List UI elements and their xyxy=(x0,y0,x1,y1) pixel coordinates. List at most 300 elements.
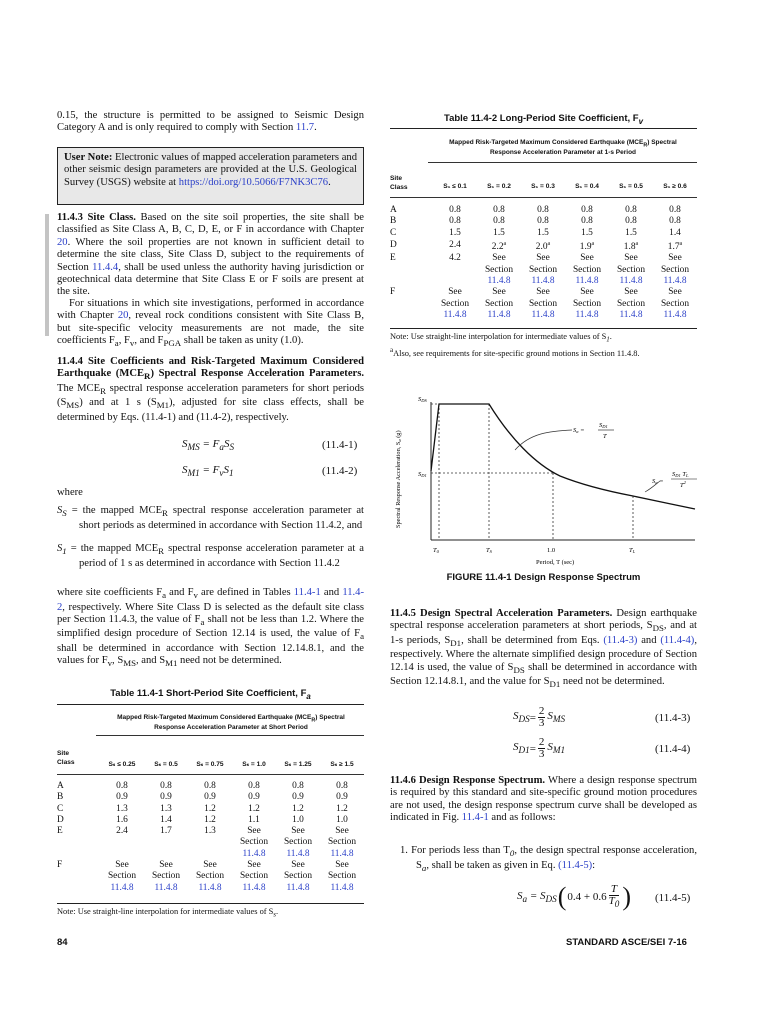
def1-sym: S xyxy=(57,505,63,516)
sd1-label: SD1 xyxy=(418,471,427,478)
intro-text: 0.15, the structure is permitted to be assigned to Seismic Design Category A and is only required to comply with Section xyxy=(57,110,364,134)
def2-text-b: spectral response acceleration parameter at a period of 1 s as determined in accordance with Section 11.4.2 xyxy=(79,543,364,569)
user-note-text xyxy=(64,152,357,189)
t2-f-ref-2[interactable]: 11.4.8 xyxy=(531,309,555,320)
sub-ms: MS xyxy=(66,400,80,411)
equation-11-4-3 xyxy=(513,706,565,729)
s1145-text-f: shall be determined in accordance with Section 12.14.8.1, and the value for S xyxy=(390,661,697,688)
sub-v: v xyxy=(129,338,135,349)
t2-note2-sup: a xyxy=(390,345,394,354)
t1-f-see-2: See xyxy=(203,860,217,871)
pa-text-f: shall not be less than 1.2. Where the simplified design procedure of Section 12.14 is used, the value of F xyxy=(57,613,364,640)
t2-col-4: S₁ = 0.5 xyxy=(619,183,643,190)
s1145-text-b: , and at 1-s periods, S xyxy=(390,620,697,646)
t2-e-sec-3: Section xyxy=(572,264,602,275)
t1-r3-cls: D xyxy=(57,814,64,825)
table-2-mid-rule xyxy=(428,162,697,163)
t1-r4-c4: See xyxy=(291,826,305,837)
t2-r2-cls: C xyxy=(390,227,397,238)
definition-ss xyxy=(57,505,364,532)
table-row xyxy=(390,239,697,253)
list-item-1 xyxy=(400,845,697,874)
pa-text-j: need not be determined. xyxy=(177,655,282,667)
t2-note1-sub: 1 xyxy=(606,335,610,344)
t1-r1-c2: 0.9 xyxy=(204,792,216,803)
equation-11-4-3-number: (11.4-3) xyxy=(655,712,691,724)
eq4-den: 3 xyxy=(538,748,545,760)
t1-r1-c3: 0.9 xyxy=(248,792,260,803)
t1-site: Site xyxy=(57,750,70,757)
item1-text-b: , the design spectral response acceleration, S xyxy=(416,845,697,871)
t2-r3-c2-val: 2.0 xyxy=(535,242,548,253)
user-note-box xyxy=(57,147,364,205)
t1-f-ref-0[interactable]: 11.4.8 xyxy=(110,882,134,893)
table-row xyxy=(390,228,697,239)
t1-col-1: Sₛ = 0.5 xyxy=(154,761,178,768)
t1-r4-c2: 1.3 xyxy=(204,826,216,837)
s1145-sub-d1-2: D1 xyxy=(549,679,561,690)
t2-r1-c2: 0.8 xyxy=(537,216,549,227)
t2-r0-cls: A xyxy=(390,205,397,215)
s1145-text-c: , shall be determined from Eqs. xyxy=(461,634,604,646)
t2-site: Site xyxy=(390,175,403,182)
table-row xyxy=(57,804,364,815)
t2-f-ref-1[interactable]: 11.4.8 xyxy=(487,309,511,320)
table-row xyxy=(57,860,364,871)
t2-r2-c2: 1.5 xyxy=(537,227,549,238)
eq3-equals: = xyxy=(529,711,536,724)
t2-r4-c3: See xyxy=(580,253,594,264)
t2-h-sub: R xyxy=(643,142,648,149)
t1-h2: Response Acceleration Parameter at Short Period xyxy=(154,724,308,732)
section-11-4-5-paragraph xyxy=(390,608,697,691)
t1-f-ref-4[interactable]: 11.4.8 xyxy=(286,882,310,893)
eq5-lhs-sub: a xyxy=(522,894,528,905)
equation-11-4-2-number: (11.4-2) xyxy=(322,465,358,477)
chapter-20-link[interactable]: 20 xyxy=(57,236,68,248)
t2-r3-c4-sup: a xyxy=(635,240,639,247)
t2-note1: Note: Use straight-line interpolation for intermediate values of S xyxy=(390,332,607,341)
table-1-site-class-header xyxy=(57,749,75,767)
t2-r3-c5-val: 1.7 xyxy=(667,242,680,253)
eq4-rhs: S xyxy=(547,741,553,754)
mid-leader xyxy=(515,430,572,450)
page-number: 84 xyxy=(57,937,68,948)
s1144-text-a: The MCE xyxy=(57,382,101,394)
s1145-sub-d1: D1 xyxy=(450,638,462,649)
t2-h2: Response Acceleration Parameter at 1-s Period xyxy=(489,149,637,157)
t1-f-ref-3[interactable]: 11.4.8 xyxy=(242,882,266,893)
t2-r4-c0: 4.2 xyxy=(449,253,461,264)
table-11-4-2-link[interactable]: 11.4-2 xyxy=(57,587,365,613)
t1-r2-c0: 1.3 xyxy=(116,803,128,814)
eq3-rhs: S xyxy=(547,710,553,723)
t1-f-sec-0: Section xyxy=(107,871,137,882)
table-row xyxy=(57,871,364,882)
table-row xyxy=(390,265,697,276)
eq5-open-paren: ( xyxy=(557,882,567,912)
t1-class: Class xyxy=(57,759,75,766)
eq-mid-numerator: SD1 xyxy=(599,422,608,429)
t2-title-text: Table 11.4-2 Long-Period Site Coefficient, F xyxy=(443,113,639,124)
t1-f-see-1: See xyxy=(159,860,173,871)
table-row xyxy=(390,299,697,310)
eq3-num: 2 xyxy=(538,705,545,717)
table-row xyxy=(57,815,364,826)
section-11-4-3-paragraph xyxy=(57,212,364,299)
pa-text-a: where site coefficients F xyxy=(57,587,163,598)
s1144-text-b: spectral response acceleration parameters for short periods (S xyxy=(57,382,364,409)
t1-r3-c3: 1.1 xyxy=(248,814,260,825)
t1-e-ref-5[interactable]: 11.4.8 xyxy=(330,848,354,859)
eq-11-4-3-link[interactable]: (11.4-3) xyxy=(603,634,638,646)
pa-text-h: , S xyxy=(112,655,124,667)
t2-title-sub: v xyxy=(638,116,643,126)
def2-sym-sub: 1 xyxy=(62,546,67,557)
t2-r1-c0: 0.8 xyxy=(449,216,461,227)
t2-e-sec-4: Section xyxy=(616,264,646,275)
s1145-sub-ds-2: DS xyxy=(513,664,525,675)
t1-r2-cls: C xyxy=(57,803,64,814)
section-11-4-3-heading: 11.4.3 Site Class. xyxy=(57,212,136,223)
tl-label: TL xyxy=(629,547,636,554)
t2-h1b: ) Spectral xyxy=(647,139,677,146)
item1-text-d: : xyxy=(592,859,596,871)
t2-r0-c4: 0.8 xyxy=(625,205,637,215)
t1-r1-c1: 0.9 xyxy=(160,792,172,803)
t2-r1-c3: 0.8 xyxy=(581,216,593,227)
table-2-column-headers xyxy=(433,183,697,190)
table-2-site-class-header xyxy=(390,174,408,192)
table-row xyxy=(390,310,697,321)
t1-e-ref-4[interactable]: 11.4.8 xyxy=(286,848,310,859)
eq2-rhs-sub: 1 xyxy=(228,468,234,479)
t2-f-cls: F xyxy=(390,287,396,298)
eq-sd1-tl-over-t2: Sa = xyxy=(652,478,664,485)
section-11-4-4-link[interactable]: 11.4.4 xyxy=(92,261,119,273)
table-2-bottom-rule xyxy=(390,328,697,329)
table-row xyxy=(390,253,697,264)
t1-f-sec-1: Section xyxy=(151,871,181,882)
usgs-doi-link[interactable]: https://doi.org/10.5066/F7NK3C76 xyxy=(178,176,329,188)
t1-r1-c4: 0.9 xyxy=(292,792,304,803)
t1-r0-c0: 0.8 xyxy=(116,781,128,791)
t1-r4-c3: See xyxy=(247,826,261,837)
table-2-top-rule xyxy=(390,128,697,129)
table-2-group-header xyxy=(428,139,698,157)
t1-r4-c0: 2.4 xyxy=(116,826,128,837)
design-response-spectrum-figure xyxy=(390,388,700,570)
eq4-lhs: S xyxy=(513,741,519,754)
def2-sub-r: R xyxy=(158,546,165,557)
t1-f-sec-2: Section xyxy=(195,871,225,882)
eq4-lhs-sub: D1 xyxy=(518,745,530,756)
section-11-4-6-heading: 11.4.6 Design Response Spectrum. xyxy=(390,775,546,786)
t2-r2-c1: 1.5 xyxy=(493,227,505,238)
s1146-text-b: and as follows: xyxy=(488,812,556,824)
t2-e-ref-3[interactable]: 11.4.8 xyxy=(575,275,599,286)
equation-11-4-1 xyxy=(182,438,234,452)
section-11-7-link[interactable]: 11.7 xyxy=(295,122,315,134)
t1-h1b: ) Spectral xyxy=(315,714,345,721)
s1143b-text-a: For situations in which site investigations, performed in accordance with Chapter xyxy=(57,298,364,322)
t1-h-sub: R xyxy=(311,717,316,724)
section-11-4-6-paragraph xyxy=(390,775,697,825)
sub-pga: PGA xyxy=(163,338,182,349)
t1-f-ref-2[interactable]: 11.4.8 xyxy=(198,882,222,893)
t2-f-ref-0[interactable]: 11.4.8 xyxy=(443,309,467,320)
t1-r0-c2: 0.8 xyxy=(204,781,216,791)
t1-f-sec-4: Section xyxy=(283,871,313,882)
pa-text-g: shall be determined in accordance with Section 12.14.8.1, and the values for F xyxy=(57,642,364,667)
t2-r2-c0: 1.5 xyxy=(449,227,461,238)
s1144-text-d: ), adjusted for site class effects, shall be determined by Eqs. (11.4-1) and (11.4-2), respectively. xyxy=(57,397,364,423)
t2-f-sec-4: Section xyxy=(616,298,646,309)
t2-r3-c2 xyxy=(521,239,565,253)
table-row xyxy=(390,276,697,287)
pa-text-c: are defined in Tables xyxy=(197,587,294,598)
t1-note-end: . xyxy=(276,907,279,916)
def2-sym: S xyxy=(57,543,63,554)
t1-r1-c5: 0.9 xyxy=(336,792,348,803)
t2-note1-end: . xyxy=(609,332,612,341)
pa-sub-v: v xyxy=(193,590,198,601)
t2-note2: Also, see requirements for site-specific ground motions in Section 11.4.8. xyxy=(393,348,640,358)
t2-f-see-2: See xyxy=(536,287,550,298)
table-row xyxy=(57,883,364,894)
def2-text-a: = the mapped MCE xyxy=(66,543,159,554)
eq1-rhs-sub: S xyxy=(229,442,235,453)
eq5-fraction xyxy=(609,884,620,910)
eq4-fraction xyxy=(538,737,546,760)
eq5-eq: = S xyxy=(527,890,546,902)
t2-e-ref-2[interactable]: 11.4.8 xyxy=(531,275,555,286)
eq2-mid: = F xyxy=(199,464,220,476)
t2-r3-c4 xyxy=(609,239,653,253)
chapter-20-link-2[interactable]: 20 xyxy=(117,310,129,322)
eq2-lhs: S xyxy=(182,464,188,476)
one-sec-label: 1.0 xyxy=(547,547,556,554)
site-investigation-paragraph xyxy=(57,298,364,350)
t2-f-sec-3: Section xyxy=(572,298,602,309)
t2-r3-c2-sup: a xyxy=(547,240,551,247)
s1145-sub-ds: DS xyxy=(652,623,664,634)
t0-label: T0 xyxy=(433,547,439,554)
eq1-rhs: S xyxy=(223,438,230,450)
t2-f-see-5: See xyxy=(668,287,682,298)
s1143-text-a: Based on the site soil properties, the site shall be classified as Site Class A, B, C, D, E, or F in accordance with Chapter xyxy=(57,212,364,236)
eq3-rhs-sub: MS xyxy=(552,714,566,725)
eq3-fraction xyxy=(538,706,546,729)
pa-sub-a-2: a xyxy=(200,617,205,628)
eq5-lhs: S xyxy=(517,890,523,902)
def1-text-a: = the mapped MCE xyxy=(66,505,163,516)
t1-title-sub: a xyxy=(306,691,311,701)
t1-f-ref-1[interactable]: 11.4.8 xyxy=(154,882,178,893)
t2-r3-cls: D xyxy=(390,240,397,251)
t2-f-see-1: See xyxy=(492,287,506,298)
eq5-den-t: T xyxy=(608,895,615,907)
s1143b-text-b: , reveal rock conditions consistent with Site Class B, but site-specific velocity measurements are not made, the site coefficients F xyxy=(57,310,364,347)
t2-f-ref-3[interactable]: 11.4.8 xyxy=(575,309,599,320)
t1-f-see-5: See xyxy=(335,860,349,871)
table-11-4-2-title xyxy=(390,113,697,126)
table-11-4-2-body xyxy=(390,205,697,321)
def1-sym-sub: S xyxy=(62,508,67,519)
t2-e-ref-1[interactable]: 11.4.8 xyxy=(487,275,511,286)
item1-text-a: For periods less than T xyxy=(407,845,510,856)
x-axis-title: Period, T (sec) xyxy=(536,559,575,566)
t1-e-section-3: Section xyxy=(239,837,269,848)
t2-h1: Mapped Risk-Targeted Maximum Considered Earthquake (MCE xyxy=(449,139,644,146)
y-axis-title: Spectral Response Acceleration, Sa (g) xyxy=(395,430,402,528)
item1-sub-a: a xyxy=(421,862,427,873)
t2-r0-c3: 0.8 xyxy=(581,205,593,215)
equation-11-4-5-number: (11.4-5) xyxy=(655,892,691,904)
table-row xyxy=(57,849,364,860)
t1-note-text: Note: Use straight-line interpolation for intermediate values of S xyxy=(57,907,274,916)
heading-b: ) Spectral Response Acceleration Parameters. xyxy=(150,368,364,380)
pa-sub-m1: M1 xyxy=(165,658,178,669)
eq2-mid-sub: v xyxy=(219,468,224,479)
eq4-rhs-sub: M1 xyxy=(552,745,566,756)
t2-r4-c4: See xyxy=(624,253,638,264)
eq1-lhs: S xyxy=(182,438,188,450)
s1143b-text-d: , and F xyxy=(134,335,164,347)
eq4-num: 2 xyxy=(538,736,545,748)
t1-r0-c3: 0.8 xyxy=(248,781,260,791)
table-1-top-rule xyxy=(57,704,364,705)
t2-f-sec-5: Section xyxy=(660,298,690,309)
eq-sd1-over-t: Sa = xyxy=(573,427,585,434)
t2-e-ref-5[interactable]: 11.4.8 xyxy=(663,275,687,286)
t2-r3-c1-val: 2.2 xyxy=(491,242,504,253)
table-row xyxy=(57,781,364,792)
pa-sub-a-3: a xyxy=(360,631,364,642)
t1-r2-c5: 1.2 xyxy=(336,803,348,814)
t1-col-3: Sₛ = 1.0 xyxy=(242,761,266,768)
eq1-lhs-sub: MS xyxy=(187,442,200,453)
t1-r3-c2: 1.2 xyxy=(204,814,216,825)
t1-f-see-3: See xyxy=(247,860,261,871)
pa-text-b: and F xyxy=(166,587,194,598)
item1-sub-0: 0 xyxy=(509,848,515,859)
eq-11-4-5-link[interactable]: (11.4-5) xyxy=(558,859,593,871)
site-coefficients-paragraph xyxy=(57,587,364,670)
figure-caption: FIGURE 11.4-1 Design Response Spectrum xyxy=(446,572,641,583)
t2-r3-c0: 2.4 xyxy=(449,240,461,251)
t1-col-4: Sₛ = 1.25 xyxy=(284,761,312,768)
user-note-label: User Note: xyxy=(64,152,113,163)
equation-11-4-2 xyxy=(182,464,234,478)
table-1-mid-rule xyxy=(96,735,364,736)
t2-e-sec-1: Section xyxy=(484,264,514,275)
t1-r0-c1: 0.8 xyxy=(160,781,172,791)
t2-r1-c5: 0.8 xyxy=(669,216,681,227)
t1-f-sec-5: Section xyxy=(327,871,357,882)
table-11-4-1-link[interactable]: 11.4-1 xyxy=(293,587,321,598)
ts-label: TS xyxy=(486,547,492,554)
t2-r4-c1: See xyxy=(492,253,506,264)
t2-r4-c5: See xyxy=(668,253,682,264)
s1144-sub-r: R xyxy=(100,386,106,397)
intro-text-end: . xyxy=(314,122,317,134)
t1-r4-c5: See xyxy=(335,826,349,837)
eq1-mid-sub: a xyxy=(219,442,224,453)
section-11-4-4-paragraph xyxy=(57,356,364,424)
t1-col-2: Sₛ = 0.75 xyxy=(196,761,224,768)
t2-r3-c1-sup: a xyxy=(503,240,507,247)
pa-sub-v-2: v xyxy=(107,658,113,669)
table-row xyxy=(57,826,364,837)
eq-11-4-4-link[interactable]: (11.4-4) xyxy=(660,634,695,646)
equation-11-4-1-number: (11.4-1) xyxy=(322,439,358,451)
t1-r3-c0: 1.6 xyxy=(116,814,128,825)
s1145-text-g: need not be determined. xyxy=(560,676,665,688)
eq1-mid: = F xyxy=(199,438,220,450)
pa-text-e: , respectively. Where Site Class D is selected as the default site class per Section 11.4.3, the value of F xyxy=(57,601,364,625)
running-footer: STANDARD ASCE/SEI 7-16 xyxy=(566,937,687,948)
t1-r4-cls: E xyxy=(57,826,63,837)
sub-a: a xyxy=(114,338,119,349)
eq5-close-paren: ) xyxy=(622,882,631,912)
t1-f-see-4: See xyxy=(291,860,305,871)
t1-col-5: Sₛ ≥ 1.5 xyxy=(330,761,354,768)
item1-num: 1. xyxy=(400,845,408,856)
eq3-den: 3 xyxy=(538,717,545,729)
table-row xyxy=(390,216,697,227)
eq5-num: T xyxy=(610,883,618,895)
t2-f-ref-5[interactable]: 11.4.8 xyxy=(663,309,687,320)
t1-r3-c1: 1.4 xyxy=(160,814,172,825)
s1145-text-a: Design earthquake spectral response acceleration parameters at short periods, S xyxy=(390,608,698,632)
figure-11-4-1-link[interactable]: 11.4-1 xyxy=(461,812,489,824)
t2-r0-c2: 0.8 xyxy=(537,205,549,215)
t2-r2-c5: 1.4 xyxy=(669,227,681,238)
eq-mid-denominator: T xyxy=(603,433,607,440)
table-row xyxy=(57,792,364,803)
table-11-4-1-body xyxy=(57,781,364,894)
t1-r2-c3: 1.2 xyxy=(248,803,260,814)
table-row xyxy=(57,837,364,848)
t1-h1: Mapped Risk-Targeted Maximum Considered Earthquake (MCE xyxy=(117,714,312,721)
t2-r3-c5-sup: a xyxy=(679,240,683,247)
t1-e-ref-3[interactable]: 11.4.8 xyxy=(242,848,266,859)
t1-r3-c5: 1.0 xyxy=(336,814,348,825)
t2-col-5: S₁ ≥ 0.6 xyxy=(663,183,687,190)
t1-r4-c1: 1.7 xyxy=(160,826,172,837)
t1-f-ref-5[interactable]: 11.4.8 xyxy=(330,882,354,893)
t1-title-text: Table 11.4-1 Short-Period Site Coefficient, F xyxy=(110,688,307,699)
pa-text-d: and xyxy=(320,587,343,598)
eq5-den-sub: 0 xyxy=(614,899,620,910)
s1143b-text-e: shall be taken as unity (1.0). xyxy=(181,335,304,347)
equation-11-4-4 xyxy=(513,737,565,760)
t2-r0-c1: 0.8 xyxy=(493,205,505,215)
table-row xyxy=(390,287,697,298)
def1-text-b: spectral response acceleration parameter at short periods as determined in accordance with Section 11.4.2, and xyxy=(79,505,364,531)
t2-e-ref-4[interactable]: 11.4.8 xyxy=(619,275,643,286)
item1-text-c: , shall be taken as given in Eq. xyxy=(426,859,559,871)
eq5-eq-sub: DS xyxy=(545,894,557,905)
t2-f-ref-4[interactable]: 11.4.8 xyxy=(619,309,643,320)
t1-r1-c0: 0.9 xyxy=(116,792,128,803)
eq-low-numerator: SD1 TL xyxy=(672,471,689,478)
s1143b-text-c: , F xyxy=(118,335,130,347)
s1145-text-d: and xyxy=(637,634,661,646)
t2-r4-c2: See xyxy=(536,253,550,264)
definition-s1 xyxy=(57,543,364,570)
